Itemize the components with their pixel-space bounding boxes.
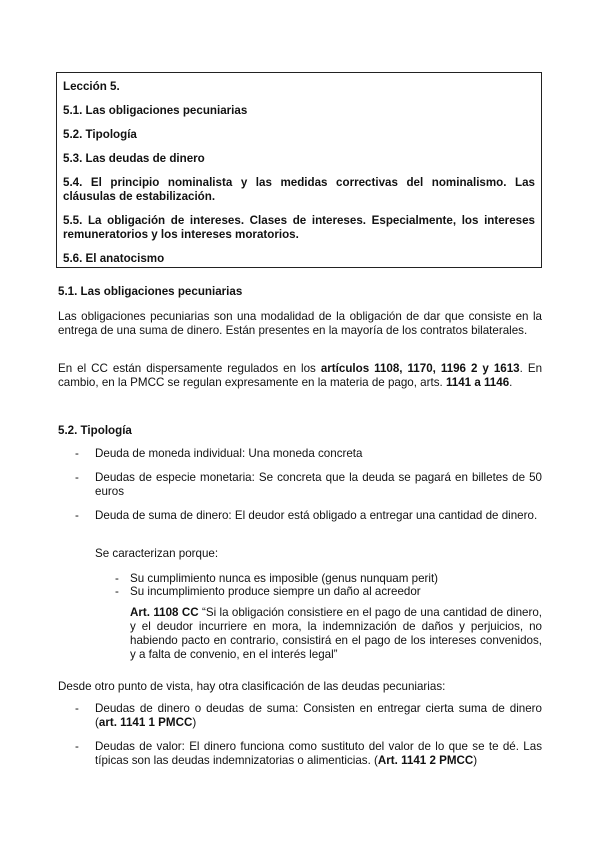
list-item: Deudas de especie monetaria: Se concreta que la deuda se pagará en billetes de 50 euros [95,471,542,498]
article-quote [130,606,542,662]
paragraph: Las obligaciones pecuniarias son una modalidad de la obligación de dar que consiste en la entrega de una suma de dinero. Están presentes en la mayoría de los contratos bilaterales. [58,310,542,337]
text-run: Deudas de valor: El dinero funciona como sustituto del valor de lo que se te dé. Las típicas son las deudas indemnizatorias o alimenticias. ( [95,740,542,767]
dash-bullet: - [115,572,119,585]
article-reference: 1141 a 1146 [445,376,510,389]
sub-list-item: Su incumplimiento produce siempre un daño al acreedor [130,585,421,598]
toc-item: 5.5. La obligación de intereses. Clases de intereses. Especialmente, los intereses remuneratorios y los intereses moratorios. [63,214,535,241]
dash-bullet: - [75,471,79,484]
dash-bullet: - [75,702,79,715]
article-reference: artículos 1108, 1170, 1196 2 y 1613 [320,362,520,375]
article-reference: Art. 1141 2 PMCC [377,754,474,767]
list-item [95,702,542,730]
toc-item: 5.3. Las deudas de dinero [63,152,205,165]
text-run: ) [473,754,478,767]
characteristics-intro: Se caracterizan porque: [95,547,219,560]
dash-bullet: - [115,585,119,598]
toc-item: 5.6. El anatocismo [63,252,165,265]
dash-bullet: - [75,447,79,460]
section-heading-5-1: 5.1. Las obligaciones pecuniarias [58,285,243,298]
paragraph: Desde otro punto de vista, hay otra clasificación de las deudas pecuniarias: [58,680,446,693]
toc-item: 5.1. Las obligaciones pecuniarias [63,104,248,117]
text-run: Deudas de dinero o deudas de suma: Consisten en entregar cierta suma de dinero ( [95,702,542,729]
article-reference: art. 1141 1 PMCC [98,716,193,729]
section-heading-5-2: 5.2. Tipología [58,424,132,437]
text-run: ) [192,716,197,729]
paragraph-articles [58,362,542,390]
lesson-index-box [56,72,542,268]
list-item [95,740,542,768]
quote-text: “Si la obligación consistiere en el pago de una cantidad de dinero, y el deudor incurriere en mora, la indemnización de daños y perjuicios, no habiendo pacto en contrario, consistirá en el pago de los intereses convenidos, y a falta de convenio, en el interés legal” [130,606,542,661]
toc-item: 5.4. El principio nominalista y las medidas correctivas del nominalismo. Las cláusulas de estabilización. [63,176,535,203]
text-run: . En cambio, en la PMCC se regulan expresamente en la materia de pago, arts. [58,362,543,389]
list-item: Deuda de moneda individual: Una moneda concreta [95,447,363,460]
list-item: Deuda de suma de dinero: El deudor está obligado a entregar una cantidad de dinero. [95,509,538,522]
dash-bullet: - [75,509,79,522]
text-run: En el CC están dispersamente regulados en los [58,362,321,375]
dash-bullet: - [75,740,79,753]
toc-item: 5.2. Tipología [63,128,137,141]
quote-article-reference: Art. 1108 CC [130,606,199,619]
sub-list-item: Su cumplimiento nunca es imposible (genus nunquam perit) [130,572,439,585]
text-run: . [509,376,513,389]
lesson-title: Lección 5. [63,80,120,93]
